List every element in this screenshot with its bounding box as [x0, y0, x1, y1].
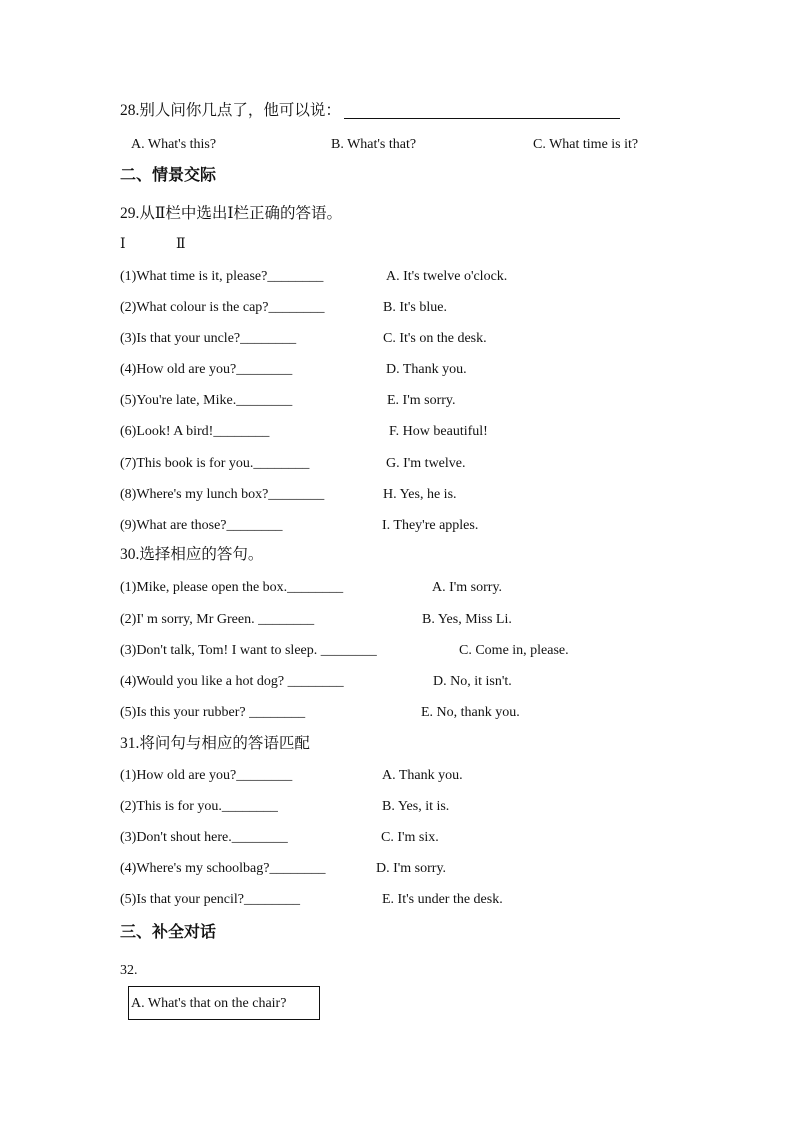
q32-option-a: A. What's that on the chair? — [131, 996, 287, 1011]
q29-answer-e: E. I'm sorry. — [387, 393, 456, 408]
q28-option-b: B. What's that? — [331, 137, 417, 152]
q29-question-7: (7)This book is for you.________ — [120, 456, 310, 471]
q29-answer-i: I. They're apples. — [382, 518, 479, 533]
q31-prompt: 31.将问句与相应的答语匹配 — [120, 735, 310, 752]
q29-answer-g: G. I'm twelve. — [386, 456, 466, 471]
q30-answer-d: D. No, it isn't. — [433, 674, 512, 689]
q28-prompt: 28.别人问你几点了，他可以说： — [120, 102, 341, 119]
q31-question-5: (5)Is that your pencil?________ — [120, 892, 301, 907]
q29-answer-c: C. It's on the desk. — [383, 331, 487, 346]
q29-question-3: (3)Is that your uncle?________ — [120, 331, 297, 346]
q32-number: 32. — [120, 963, 138, 978]
q30-answer-e: E. No, thank you. — [421, 705, 520, 720]
q32-option-box — [128, 986, 320, 1020]
q29-question-2: (2)What colour is the cap?________ — [120, 300, 325, 315]
q29-question-8: (8)Where's my lunch box?________ — [120, 487, 325, 502]
q29-answer-h: H. Yes, he is. — [383, 487, 457, 502]
q30-question-2: (2)I' m sorry, Mr Green. ________ — [120, 612, 315, 627]
q29-question-5: (5)You're late, Mike.________ — [120, 393, 293, 408]
q29-answer-d: D. Thank you. — [386, 362, 467, 377]
q29-answer-b: B. It's blue. — [383, 300, 447, 315]
q31-question-4: (4)Where's my schoolbag?________ — [120, 861, 326, 876]
q31-answer-b: B. Yes, it is. — [382, 799, 450, 814]
section-2-title: 二、情景交际 — [120, 165, 217, 184]
q29-question-1: (1)What time is it, please?________ — [120, 269, 324, 284]
q28-answer-line[interactable] — [344, 118, 620, 119]
q30-answer-a: A. I'm sorry. — [432, 580, 503, 595]
q28-option-c: C. What time is it? — [533, 137, 639, 152]
q31-question-1: (1)How old are you?________ — [120, 768, 293, 783]
q30-answer-c: C. Come in, please. — [459, 643, 569, 658]
q30-question-3: (3)Don't talk, Tom! I want to sleep. ________ — [120, 643, 377, 658]
q29-question-9: (9)What are those?________ — [120, 518, 283, 533]
q29-answer-a: A. It's twelve o'clock. — [386, 269, 508, 284]
q30-prompt: 30.选择相应的答句。 — [120, 546, 264, 563]
q31-question-3: (3)Don't shout here.________ — [120, 830, 288, 845]
q31-answer-d: D. I'm sorry. — [376, 861, 447, 876]
q29-question-4: (4)How old are you?________ — [120, 362, 293, 377]
q31-question-2: (2)This is for you.________ — [120, 799, 278, 814]
q30-question-1: (1)Mike, please open the box.________ — [120, 580, 344, 595]
q28-option-a: A. What's this? — [131, 137, 217, 152]
q31-answer-c: C. I'm six. — [381, 830, 439, 845]
q29-column-2-label: Ⅱ — [176, 237, 186, 252]
q30-question-5: (5)Is this your rubber? ________ — [120, 705, 306, 720]
q30-question-4: (4)Would you like a hot dog? ________ — [120, 674, 344, 689]
q31-answer-e: E. It's under the desk. — [382, 892, 503, 907]
section-3-title: 三、补全对话 — [120, 922, 217, 941]
q30-answer-b: B. Yes, Miss Li. — [422, 612, 512, 627]
q31-answer-a: A. Thank you. — [382, 768, 463, 783]
q29-question-6: (6)Look! A bird!________ — [120, 424, 270, 439]
q29-answer-f: F. How beautiful! — [389, 424, 488, 439]
q29-prompt: 29.从Ⅱ栏中选出Ⅰ栏正确的答语。 — [120, 205, 343, 222]
q29-column-1-label: Ⅰ — [120, 237, 126, 252]
